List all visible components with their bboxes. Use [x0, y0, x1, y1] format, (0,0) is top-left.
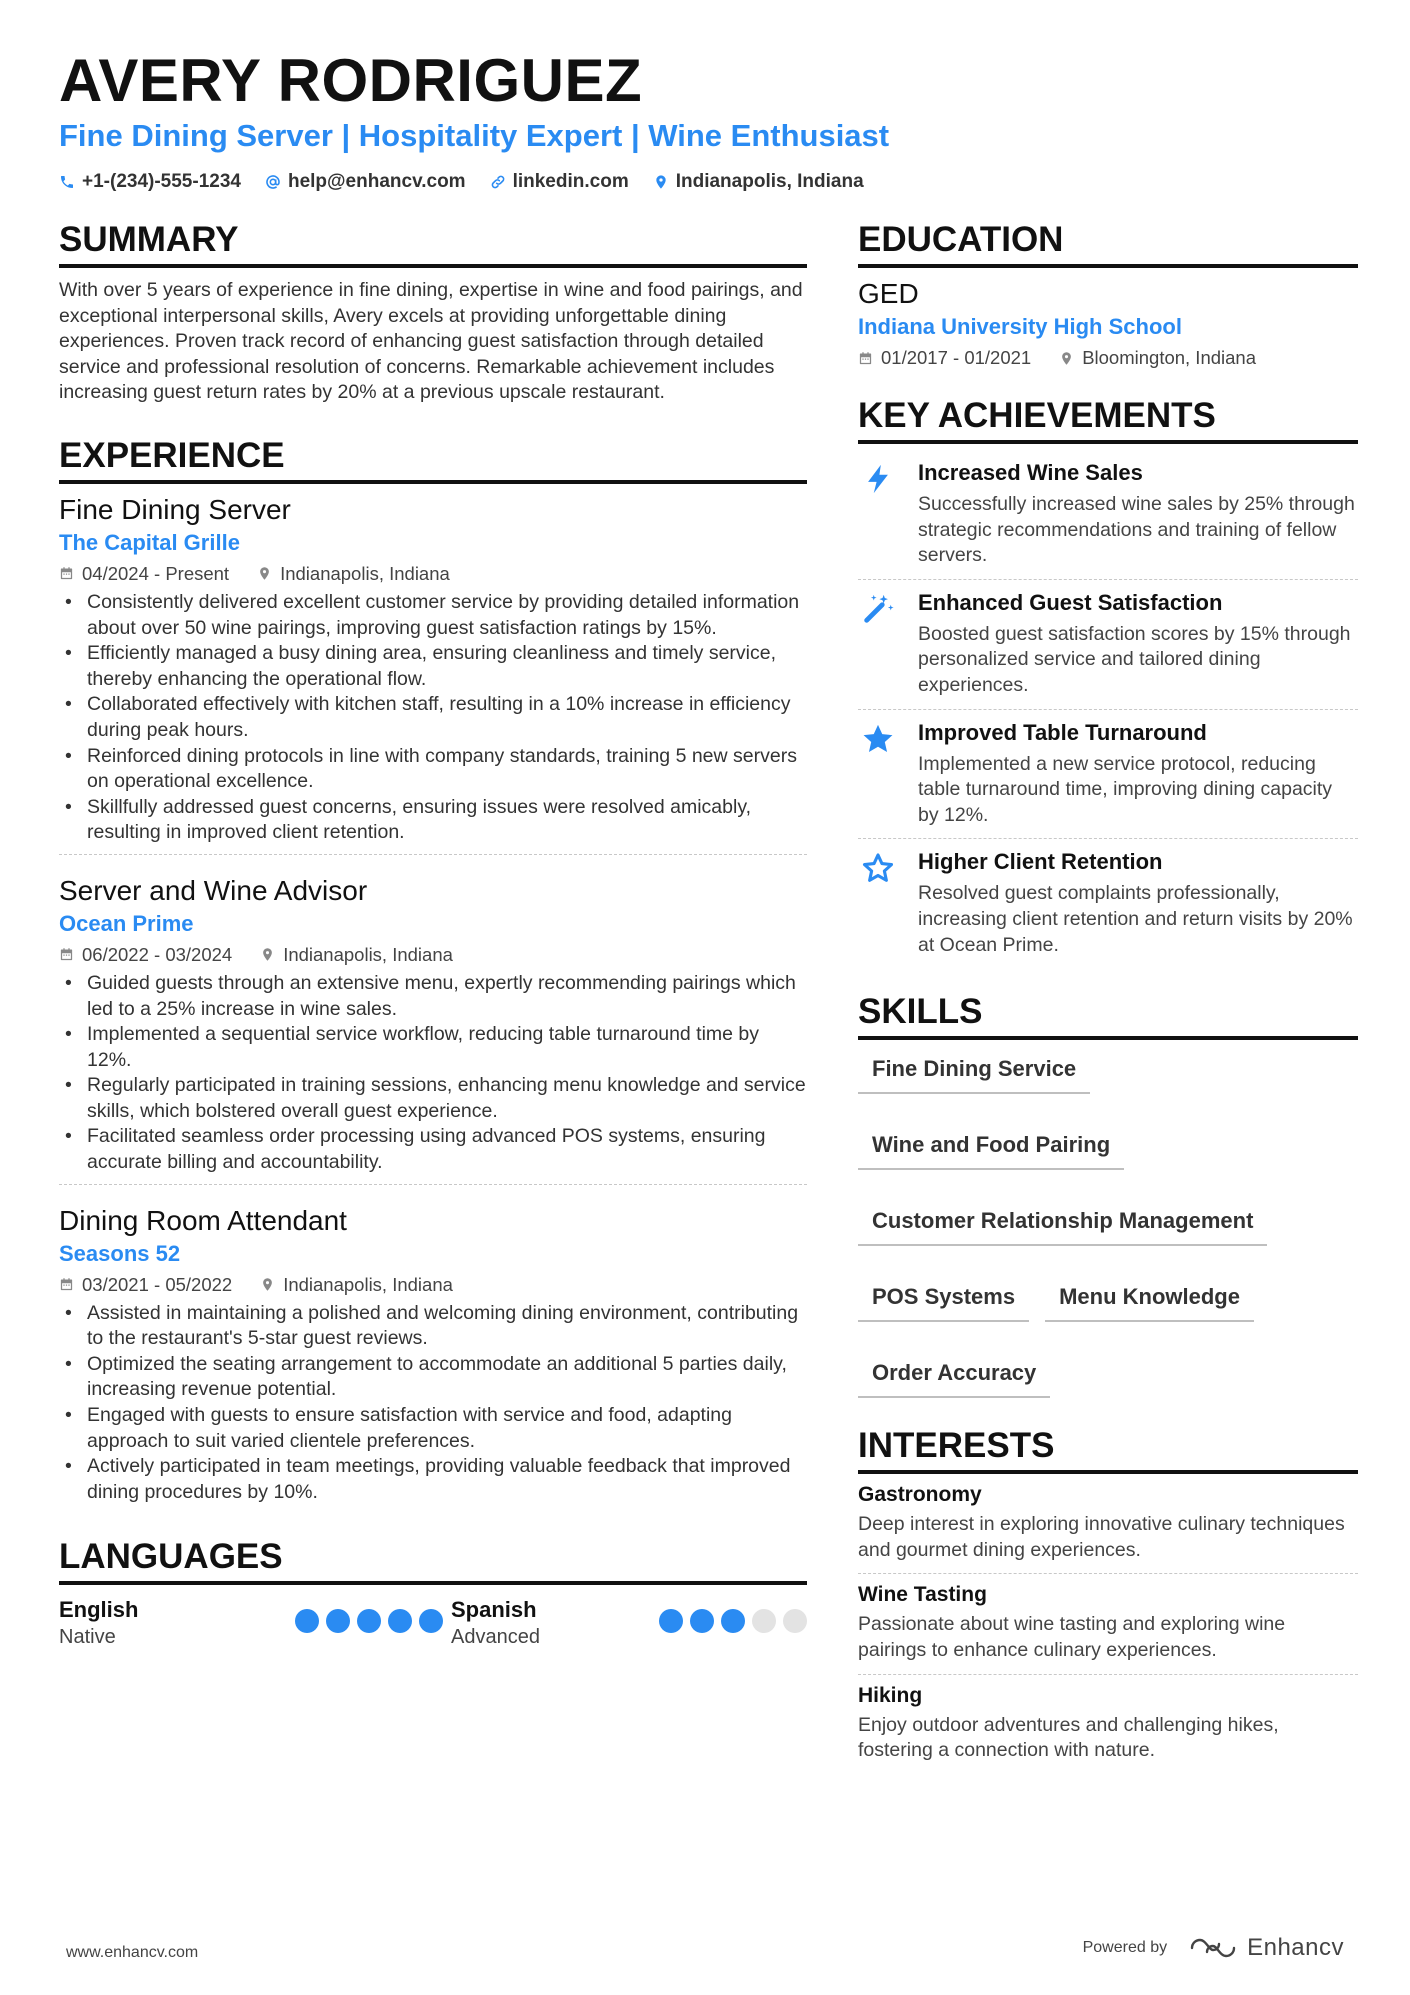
- interest-item: [858, 1675, 1358, 1774]
- education-degree: GED: [858, 278, 919, 309]
- job-bullet: • Collaborated effectively with kitchen staff, resulting in a 10% increase in efficiency during peak hours.: [59, 692, 807, 743]
- right-column: [858, 218, 1358, 1774]
- job-bullet: • Reinforced dining protocols in line with company standards, training 5 new servers on operational excellence.: [59, 744, 807, 795]
- interests-list: [858, 1474, 1358, 1774]
- interest-item: [858, 1574, 1358, 1674]
- skill-tag: Wine and Food Pairing: [858, 1130, 1124, 1170]
- at-icon: [265, 174, 281, 190]
- job-bullets: [59, 1301, 807, 1506]
- achievement-title: Improved Table Turnaround: [918, 719, 1207, 745]
- job-dates: [59, 941, 232, 969]
- contact-linkedin[interactable]: [490, 168, 629, 196]
- job-meta: [59, 941, 807, 969]
- link-icon: [490, 174, 506, 190]
- location-pin-icon: [257, 566, 272, 581]
- education-meta: [858, 344, 1358, 372]
- star-filled-icon: [858, 718, 898, 829]
- job-meta: [59, 560, 807, 588]
- calendar-icon: [59, 947, 74, 962]
- language-level: Advanced: [451, 1626, 540, 1649]
- job-title: Dining Room Attendant: [59, 1204, 347, 1236]
- language-name: English: [59, 1597, 139, 1623]
- interest-title: Gastronomy: [858, 1483, 982, 1507]
- languages-heading: LANGUAGES: [59, 1535, 807, 1585]
- job-bullet: • Consistently delivered excellent customer service by providing detailed information about over 50 wine pairings, improving guest satisfaction ratings by 15%.: [59, 590, 807, 641]
- achievement-item: [858, 450, 1358, 580]
- job-bullet: • Guided guests through an extensive menu, expertly recommending pairings which led to a 25% increase in wine sales.: [59, 971, 807, 1022]
- achievement-desc: Implemented a new service protocol, reducing table turnaround time, improving dining capacity by 12%.: [918, 752, 1333, 826]
- skill-tag: Menu Knowledge: [1045, 1282, 1254, 1322]
- language-info: [451, 1597, 540, 1651]
- location-pin-icon: [260, 1277, 275, 1292]
- candidate-headline: Fine Dining Server | Hospitality Expert | Wine Enthusiast: [59, 118, 890, 153]
- language-rating: [659, 1609, 807, 1633]
- education-location: [1059, 344, 1256, 372]
- rating-dot: [419, 1609, 443, 1633]
- achievement-item: [858, 710, 1358, 840]
- brand-name: Enhancv: [1247, 1934, 1344, 1961]
- calendar-icon: [858, 351, 873, 366]
- experience-item: [59, 854, 807, 1184]
- location-pin-icon: [653, 174, 669, 190]
- education-dates: [858, 344, 1031, 372]
- job-company: Seasons 52: [59, 1240, 181, 1266]
- skills-section: [858, 990, 1358, 1398]
- star-outline-icon: [858, 847, 898, 958]
- job-location: [260, 941, 453, 969]
- achievement-body: [918, 847, 1358, 958]
- phone-icon: [59, 174, 75, 190]
- summary-heading: SUMMARY: [59, 218, 807, 268]
- job-location: [257, 560, 450, 588]
- job-location-text: Indianapolis, Indiana: [283, 943, 453, 965]
- language-item: [59, 1597, 451, 1651]
- language-name: Spanish: [451, 1597, 537, 1623]
- job-bullet: • Efficiently managed a busy dining area, ensuring cleanliness and timely service, thereby enhancing the operational flow.: [59, 641, 807, 692]
- achievement-desc: Successfully increased wine sales by 25% through strategic recommendations and training of fellow servers.: [918, 493, 1355, 567]
- language-rating: [295, 1609, 443, 1633]
- calendar-icon: [59, 1277, 74, 1292]
- summary-text: With over 5 years of experience in fine dining, expertise in wine and food pairings, and exceptional interpersonal skills, Avery excels at providing unforgettable dining experiences. Proven track record of enhancing guest satisfaction through detailed service and professional resolution of concerns. Remarkable achievement includes increasing guest return rates by 20% at a previous upscale restaurant.: [59, 279, 803, 404]
- interest-desc: Passionate about wine tasting and exploring wine pairings to enhance culinary experiences.: [858, 1613, 1286, 1661]
- achievement-desc: Resolved guest complaints professionally, increasing client retention and return visits by 20% at Ocean Prime.: [918, 882, 1353, 956]
- achievement-body: [918, 588, 1358, 699]
- interest-title: Wine Tasting: [858, 1583, 987, 1607]
- candidate-name: AVERY RODRIGUEZ: [59, 47, 643, 114]
- job-meta: [59, 1271, 807, 1299]
- achievements-heading: KEY ACHIEVEMENTS: [858, 394, 1358, 444]
- rating-dot: [721, 1609, 745, 1633]
- education-section: [858, 218, 1358, 372]
- achievement-item: [858, 580, 1358, 710]
- experience-section: [59, 434, 807, 1513]
- job-dates-text: 04/2024 - Present: [82, 562, 230, 584]
- contact-email[interactable]: [265, 168, 466, 196]
- achievements-section: [858, 394, 1358, 968]
- experience-list: [59, 492, 807, 1513]
- footer-branding: [1083, 1934, 1344, 1962]
- job-company: The Capital Grille: [59, 529, 240, 555]
- lightning-icon: [858, 458, 898, 569]
- experience-item: [59, 492, 807, 854]
- rating-dot: [659, 1609, 683, 1633]
- job-bullet: • Implemented a sequential service workflow, reducing table turnaround time by 12%.: [59, 1022, 807, 1073]
- location-pin-icon: [260, 947, 275, 962]
- job-bullet: • Optimized the seating arrangement to accommodate an additional 5 parties daily, increasing revenue potential.: [59, 1352, 807, 1403]
- enhancv-logo-icon: [1189, 1935, 1237, 1961]
- footer-website[interactable]: www.enhancv.com: [66, 1944, 199, 1961]
- languages-list: [59, 1597, 807, 1651]
- linkedin-link[interactable]: linkedin.com: [512, 171, 629, 192]
- powered-by-text: Powered by: [1082, 1939, 1168, 1956]
- job-dates-text: 06/2022 - 03/2024: [82, 943, 233, 965]
- contact-location: [653, 168, 864, 196]
- job-location-text: Indianapolis, Indiana: [283, 1273, 453, 1295]
- summary-section: [59, 218, 807, 406]
- achievements-list: [858, 450, 1358, 968]
- experience-heading: EXPERIENCE: [59, 434, 807, 484]
- achievement-body: [918, 458, 1358, 569]
- job-title: Fine Dining Server: [59, 493, 291, 525]
- job-bullet: • Assisted in maintaining a polished and welcoming dining environment, contributing to the restaurant's 5-star guest reviews.: [59, 1301, 807, 1352]
- location-text: Indianapolis, Indiana: [675, 171, 864, 192]
- contact-bar: [59, 168, 864, 196]
- achievement-body: [918, 718, 1358, 829]
- achievement-title: Higher Client Retention: [918, 849, 1163, 875]
- job-bullet: • Skillfully addressed guest concerns, ensuring issues were resolved amicably, resulting in improved client retention.: [59, 795, 807, 846]
- job-dates-text: 03/2021 - 05/2022: [82, 1273, 233, 1295]
- education-school: Indiana University High School: [858, 314, 1182, 339]
- job-title: Server and Wine Advisor: [59, 874, 368, 906]
- contact-phone: [59, 168, 241, 196]
- interests-section: [858, 1424, 1358, 1774]
- job-bullet: • Regularly participated in training sessions, enhancing menu knowledge and service skills, which bolstered overall guest experience.: [59, 1073, 807, 1124]
- rating-dot: [783, 1609, 807, 1633]
- rating-dot: [357, 1609, 381, 1633]
- education-heading: EDUCATION: [858, 218, 1358, 268]
- achievement-desc: Boosted guest satisfaction scores by 15% through personalized service and tailored dining experiences.: [918, 622, 1351, 696]
- skill-tag: POS Systems: [858, 1282, 1029, 1322]
- achievement-item: [858, 839, 1358, 968]
- rating-dot: [295, 1609, 319, 1633]
- languages-section: [59, 1535, 807, 1651]
- job-bullet: • Actively participated in team meetings, providing valuable feedback that improved dining procedures by 10%.: [59, 1454, 807, 1505]
- job-company: Ocean Prime: [59, 910, 194, 936]
- location-pin-icon: [1059, 351, 1074, 366]
- job-bullets: [59, 590, 807, 846]
- language-item: [451, 1597, 807, 1651]
- job-location: [260, 1271, 453, 1299]
- experience-item: [59, 1184, 807, 1514]
- calendar-icon: [59, 566, 74, 581]
- job-dates: [59, 560, 229, 588]
- language-level: Native: [59, 1626, 116, 1649]
- job-dates: [59, 1271, 232, 1299]
- left-column: [59, 218, 807, 1651]
- skill-tag: Order Accuracy: [858, 1358, 1050, 1398]
- email-link[interactable]: help@enhancv.com: [287, 171, 466, 192]
- interest-desc: Deep interest in exploring innovative culinary techniques and gourmet dining experiences.: [858, 1513, 1345, 1561]
- phone-text: +1-(234)-555-1234: [82, 171, 241, 192]
- interests-heading: INTERESTS: [858, 1424, 1358, 1474]
- rating-dot: [690, 1609, 714, 1633]
- job-bullets: [59, 971, 807, 1176]
- skill-tag: Customer Relationship Management: [858, 1206, 1267, 1246]
- education-dates-text: 01/2017 - 01/2021: [881, 347, 1032, 368]
- interest-title: Hiking: [858, 1683, 923, 1707]
- skills-list: [858, 1054, 1358, 1398]
- rating-dot: [752, 1609, 776, 1633]
- rating-dot: [388, 1609, 412, 1633]
- skill-tag: Fine Dining Service: [858, 1054, 1090, 1094]
- job-location-text: Indianapolis, Indiana: [280, 562, 450, 584]
- job-bullet: • Facilitated seamless order processing using advanced POS systems, ensuring accurate billing and accountability.: [59, 1124, 807, 1175]
- achievement-title: Enhanced Guest Satisfaction: [918, 589, 1223, 615]
- interest-item: [858, 1474, 1358, 1574]
- enhancv-logo[interactable]: [1189, 1934, 1344, 1962]
- rating-dot: [326, 1609, 350, 1633]
- job-bullet: • Engaged with guests to ensure satisfaction with service and food, adapting approach to suit varied clientele preferences.: [59, 1403, 807, 1454]
- language-info: [59, 1597, 138, 1651]
- skills-heading: SKILLS: [858, 990, 1358, 1040]
- magic-wand-icon: [858, 588, 898, 699]
- achievement-title: Increased Wine Sales: [918, 460, 1143, 485]
- education-location-text: Bloomington, Indiana: [1082, 347, 1257, 368]
- interest-desc: Enjoy outdoor adventures and challenging hikes, fostering a connection with nature.: [858, 1713, 1279, 1762]
